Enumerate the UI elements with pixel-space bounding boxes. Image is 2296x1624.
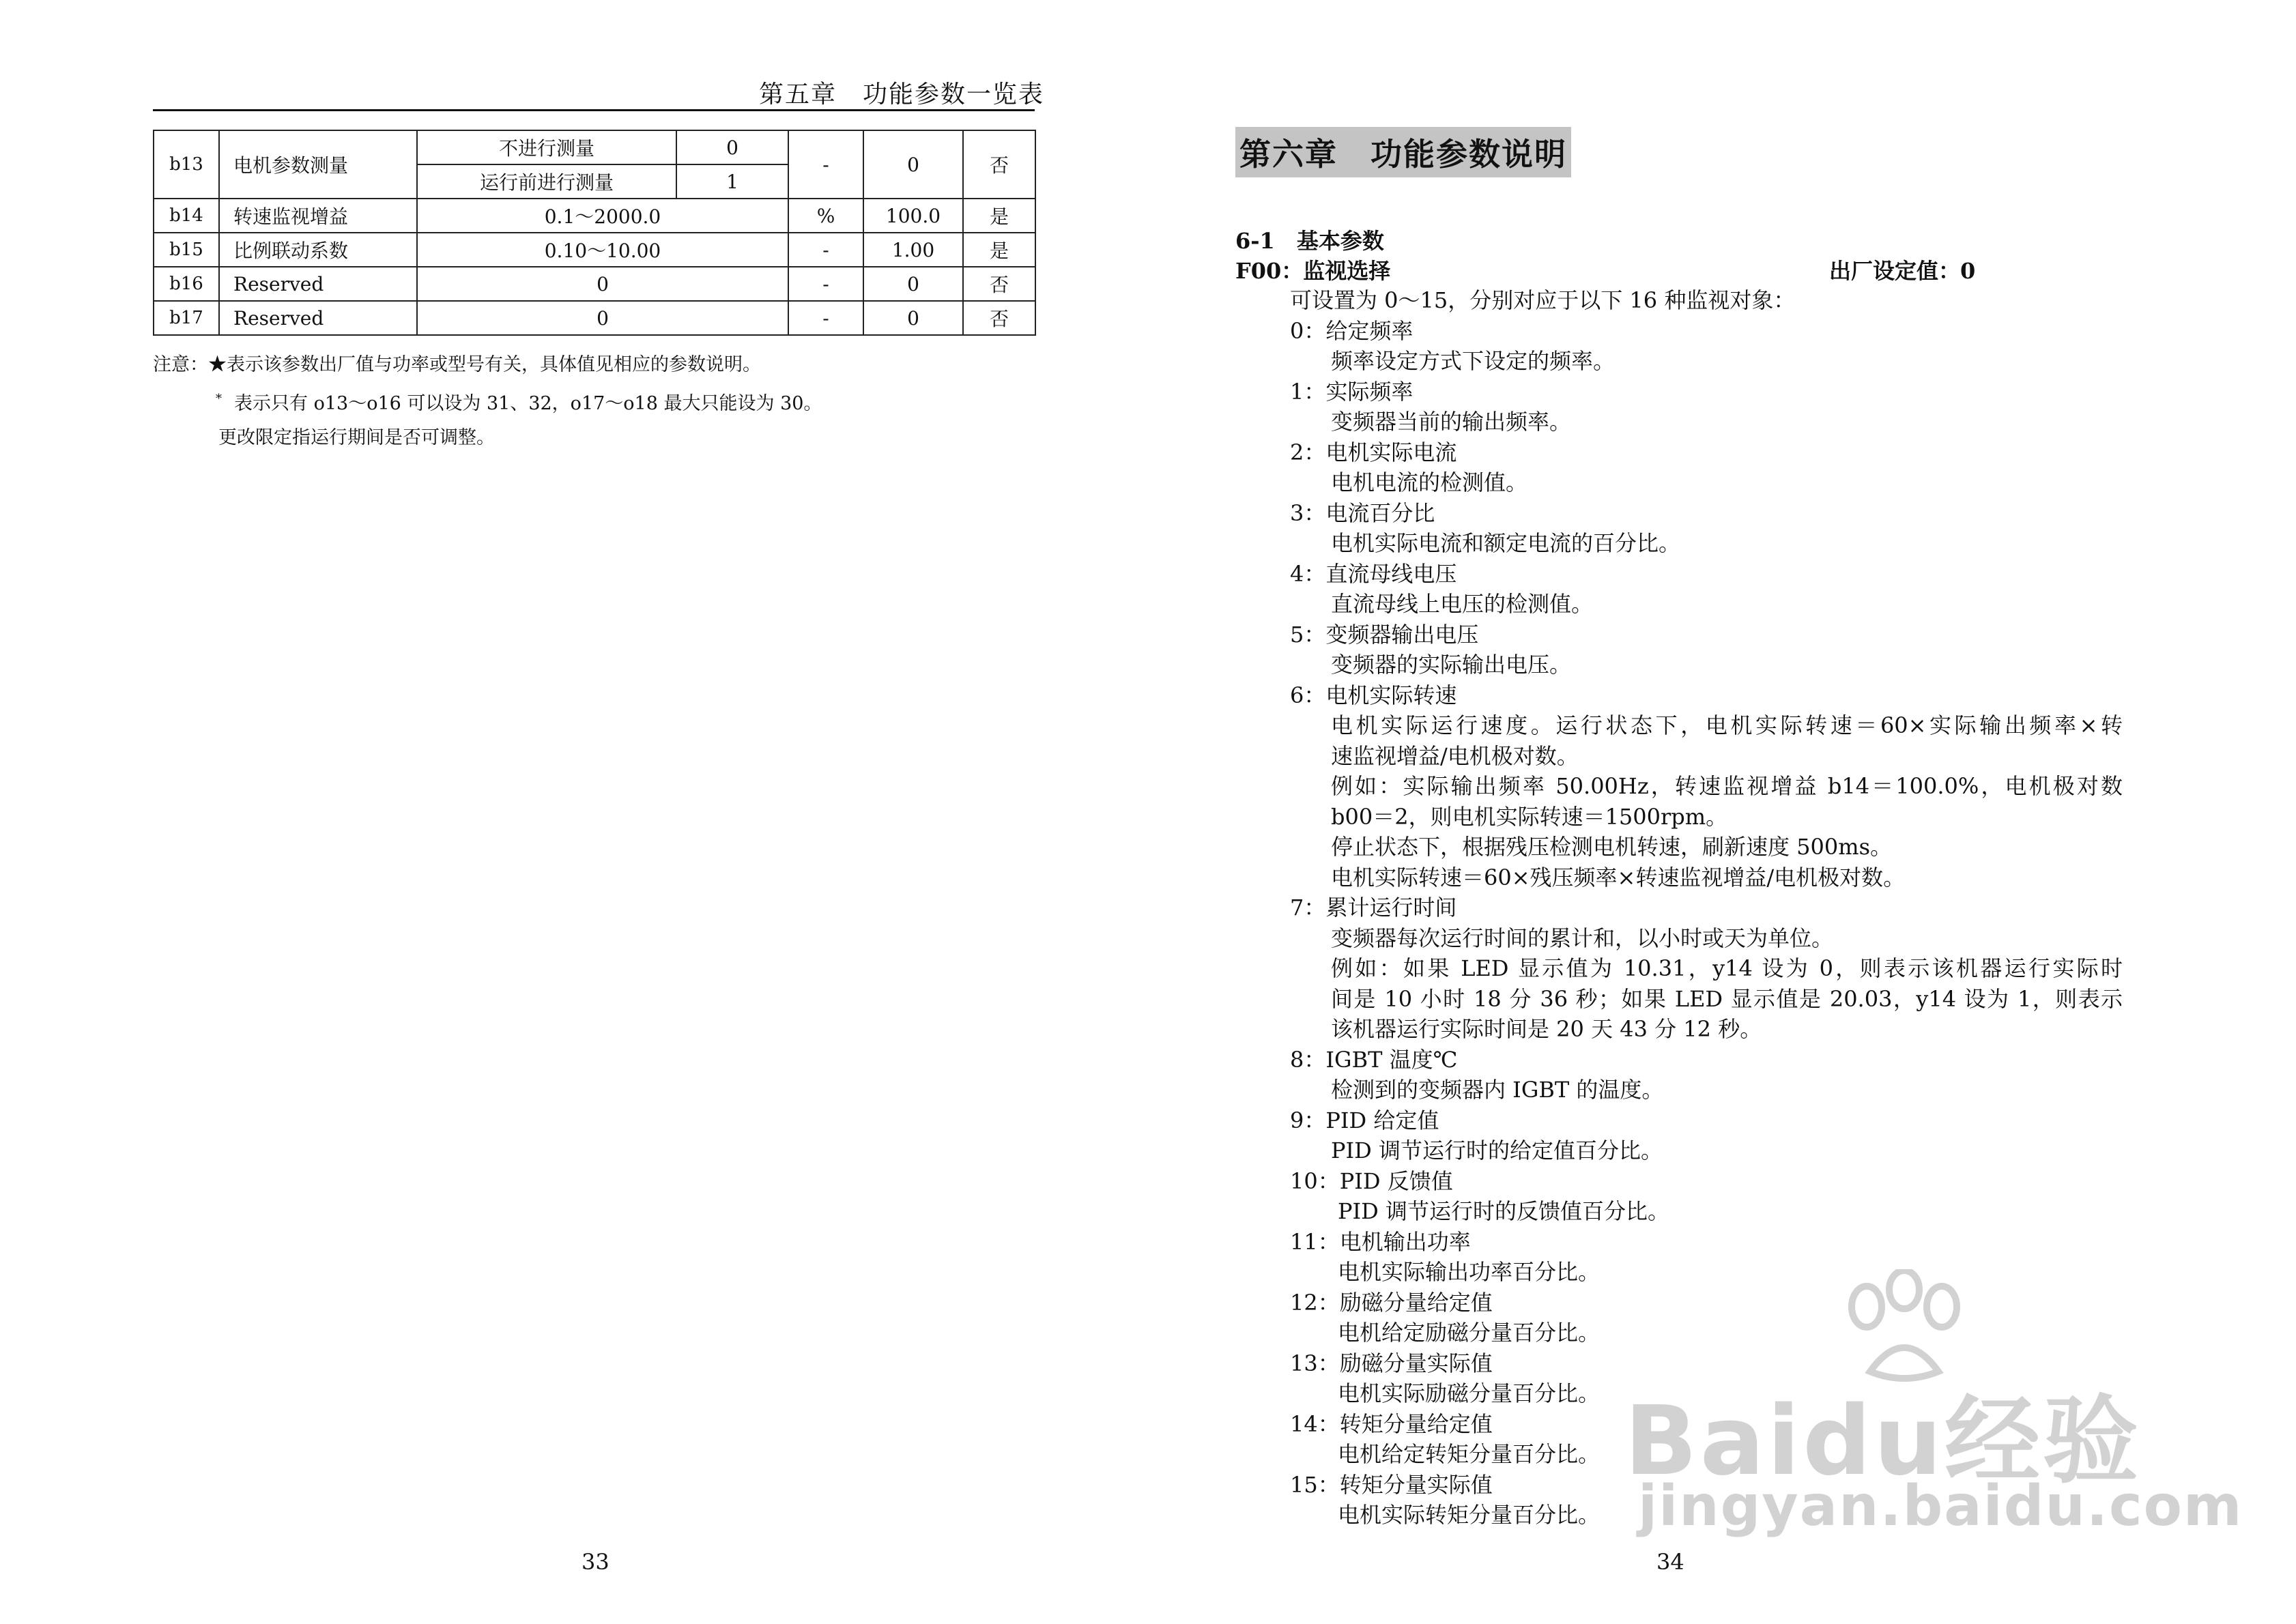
item-label: 11：电机输出功率 [1290, 1228, 1471, 1255]
table-row [154, 233, 1035, 267]
item-label: 8：IGBT 温度℃ [1290, 1046, 1458, 1073]
param-code: b13 [154, 130, 219, 199]
note-line: 注意：★表示该参数出厂值与功率或型号有关，具体值见相应的参数说明。 [153, 354, 761, 375]
table-row [154, 199, 1035, 233]
param-title: F00：监视选择 [1235, 258, 1391, 284]
section-heading: 6-1 基本参数 [1235, 228, 1384, 254]
item-label: 3：电流百分比 [1290, 499, 1435, 526]
intro-text: 可设置为 0～15，分别对应于以下 16 种监视对象： [1290, 287, 1796, 313]
note-text: 表示只有 o13～o16 可以设为 31、32，o17～o18 最大只能设为 30。 [234, 393, 822, 414]
param-range: 0 [417, 267, 788, 301]
item-label: 0：给定频率 [1290, 317, 1414, 344]
baidu-jingyan-watermark [1624, 1269, 2243, 1556]
item-desc: 电机电流的检测值。 [1331, 469, 1528, 495]
option-value: 1 [676, 164, 788, 199]
param-modifiable: 否 [963, 301, 1035, 335]
item-label: 13：励磁分量实际值 [1290, 1350, 1493, 1376]
param-unit: - [788, 301, 863, 335]
option-value: 0 [676, 130, 788, 164]
item-label: 2：电机实际电流 [1290, 439, 1457, 465]
param-default: 100.0 [863, 199, 963, 233]
watermark-brand: Baidu经验 [1624, 1386, 2142, 1497]
param-range: 0.1～2000.0 [417, 199, 788, 233]
table-notes [153, 348, 822, 455]
param-unit: - [788, 233, 863, 267]
page-number: 33 [582, 1549, 609, 1575]
param-unit: - [788, 267, 863, 301]
table-row [154, 301, 1035, 335]
param-name: 比例联动系数 [219, 233, 417, 267]
item-desc: 电机实际输出功率百分比。 [1338, 1259, 1601, 1285]
item-desc: 电机实际转矩分量百分比。 [1338, 1502, 1601, 1528]
item-desc: 电机实际电流和额定电流的百分比。 [1331, 530, 1681, 556]
param-default: 0 [863, 130, 963, 199]
item-desc: PID 调节运行时的给定值百分比。 [1331, 1137, 1663, 1163]
item-label: 12：励磁分量给定值 [1290, 1289, 1493, 1316]
item-label: 15：转矩分量实际值 [1290, 1471, 1493, 1498]
item-label: 7：累计运行时间 [1290, 895, 1457, 920]
item-label: 1：实际频率 [1290, 378, 1414, 405]
param-heading [1235, 254, 1976, 285]
item-label: 6：电机实际转速 [1290, 682, 1457, 708]
parameter-table [153, 130, 1036, 336]
item-desc: 电机给定转矩分量百分比。 [1338, 1441, 1601, 1467]
item-desc: 间是 10 小时 18 分 36 秒；如果 LED 显示值是 20.03，y14 设为 1，则表示 [1331, 985, 2123, 1012]
param-code: b15 [154, 233, 219, 267]
item-desc: 变频器当前的输出频率。 [1331, 409, 1572, 435]
item-desc: 电机实际转速＝60×残压频率×转速监视增益/电机极对数。 [1331, 864, 1906, 890]
note-line: 更改限定指运行期间是否可调整。 [218, 427, 495, 448]
item-desc: 例如：如果 LED 显示值为 10.31，y14 设为 0，则表示该机器运行实际时 [1331, 955, 2123, 981]
note-line [153, 382, 822, 421]
page-number: 34 [1656, 1549, 1684, 1575]
item-label: 4：直流母线电压 [1290, 560, 1457, 587]
param-modifiable: 否 [963, 267, 1035, 301]
chapter-title: 第六章 功能参数说明 [1235, 127, 1571, 177]
param-code: b14 [154, 199, 219, 233]
param-default: 1.00 [863, 233, 963, 267]
item-label: 9：PID 给定值 [1290, 1107, 1439, 1133]
param-default: 0 [863, 301, 963, 335]
option-label: 不进行测量 [417, 130, 676, 164]
param-default: 0 [863, 267, 963, 301]
param-modifiable: 是 [963, 199, 1035, 233]
item-desc: 频率设定方式下设定的频率。 [1331, 348, 1616, 374]
param-range: 0 [417, 301, 788, 335]
item-desc: 变频器每次运行时间的累计和，以小时或天为单位。 [1331, 925, 1834, 951]
item-desc: 速监视增益/电机极对数。 [1331, 742, 1579, 769]
header-rule [153, 109, 1035, 111]
param-range: 0.10～10.00 [417, 233, 788, 267]
item-desc: 电机给定励磁分量百分比。 [1338, 1320, 1601, 1346]
item-desc: 停止状态下，根据残压检测电机转速，刷新速度 500ms。 [1331, 834, 1893, 860]
note-mark: * [216, 392, 222, 406]
item-label: 5：变频器输出电压 [1290, 621, 1479, 648]
item-desc: 变频器的实际输出电压。 [1331, 652, 1572, 678]
option-label: 运行前进行测量 [417, 164, 676, 199]
param-default-value: 出厂设定值：0 [1829, 258, 1976, 284]
item-label: 10：PID 反馈值 [1290, 1168, 1453, 1194]
item-label: 14：转矩分量给定值 [1290, 1410, 1493, 1437]
param-modifiable: 是 [963, 233, 1035, 267]
param-code: b17 [154, 301, 219, 335]
param-name: Reserved [219, 301, 417, 335]
item-desc: 电机实际运行速度。运行状态下，电机实际转速＝60×实际输出频率×转 [1331, 712, 2123, 738]
param-name: Reserved [219, 267, 417, 301]
param-unit: - [788, 130, 863, 199]
item-desc: 直流母线上电压的检测值。 [1331, 591, 1594, 617]
chapter-header: 第五章 功能参数一览表 [759, 81, 1045, 108]
param-name: 电机参数测量 [219, 130, 417, 199]
item-desc: b00＝2，则电机实际转速＝1500rpm。 [1331, 803, 1728, 830]
item-desc: PID 调节运行时的反馈值百分比。 [1338, 1198, 1670, 1224]
table-row [154, 267, 1035, 301]
param-unit: % [788, 199, 863, 233]
param-name: 转速监视增益 [219, 199, 417, 233]
param-modifiable: 否 [963, 130, 1035, 199]
item-desc: 电机实际励磁分量百分比。 [1338, 1380, 1601, 1406]
table-row [154, 130, 1035, 164]
param-code: b16 [154, 267, 219, 301]
item-desc: 检测到的变频器内 IGBT 的温度。 [1331, 1077, 1664, 1103]
watermark-url: jingyan.baidu.com [1638, 1474, 2243, 1539]
item-desc: 该机器运行实际时间是 20 天 43 分 12 秒。 [1331, 1016, 1762, 1042]
item-desc: 例如：实际输出频率 50.00Hz，转速监视增益 b14＝100.0%，电机极对数 [1331, 773, 2123, 799]
